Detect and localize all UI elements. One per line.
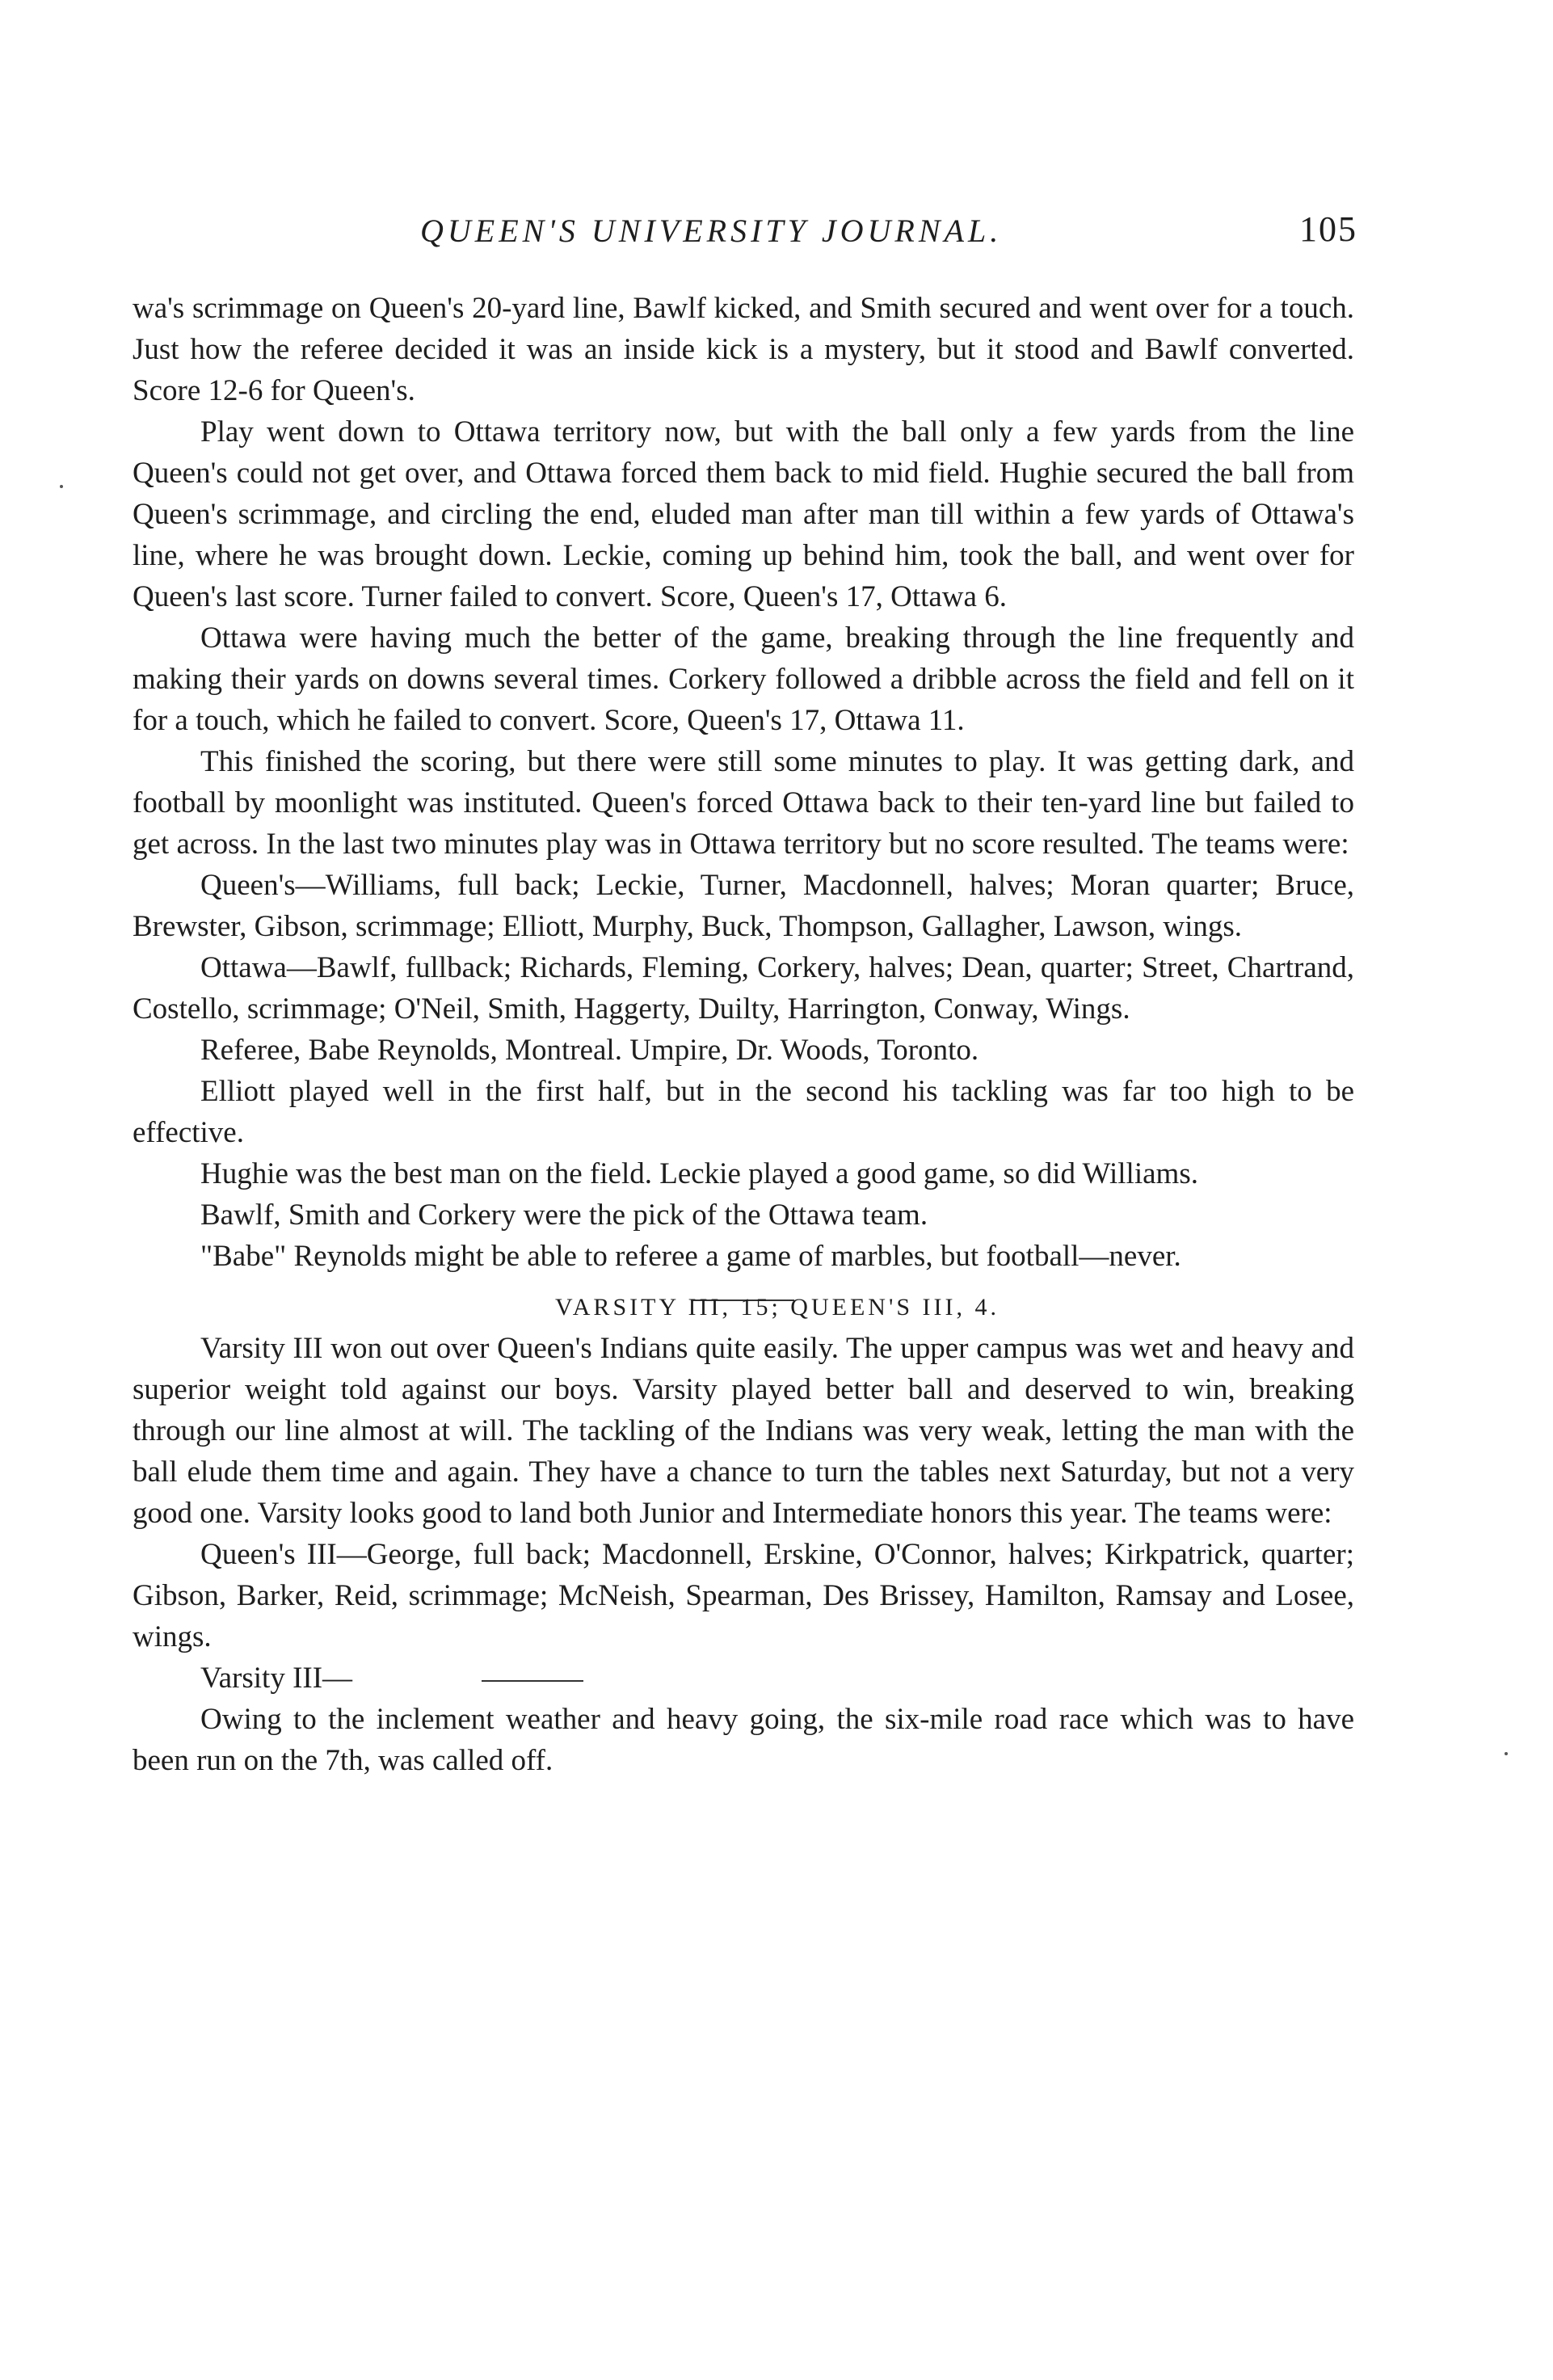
team-list-queens: Queen's—Williams, full back; Leckie, Turner, Macdonnell, halves; Moran quarter; Bruce, Brewster, Gibson, scrimmage; Elliott, Murphy, Buck, Thompson, Gallagher, Lawson, wings. [133,869,1354,943]
section-divider-wrap [133,1277,1354,1287]
paragraph: Play went down to Ottawa territory now, but with the ball only a few yards from the line Queen's could not get over, and Ottawa forced them back to mid field. Hughie secured the ball from Queen's scrimmage, and circling the end, eluded man after man till within a few yards of Ottawa's line, where he was brought down. Leckie, coming up behind him, took the ball, and went over for Queen's last score. Turner failed to convert. Score, Queen's 17, Ottawa 6. [133,415,1354,613]
page-number: 105 [1299,209,1357,249]
team-list-queens-iii: Queen's III—George, full back; Macdonnell, Erskine, O'Connor, halves; Kirkpatrick, quarter; Gibson, Barker, Reid, scrimmage; McNeish, Spearman, Des Brissey, Hamilton, Ramsay and Losee, wings. [133,1538,1354,1653]
paragraph: Hughie was the best man on the field. Leckie played a good game, so did Williams. [200,1157,1198,1190]
paragraph-text: "Babe" Reynolds might be able to referee a game of marbles, but football—never. [200,1240,1181,1273]
paragraph-continued: wa's scrimmage on Queen's 20-yard line, Bawlf kicked, and Smith secured and went over for a touch. Just how the referee decided it was an inside kick is a mystery, but it stood and Bawlf converted. Score 12-6 for Queen's. [133,292,1354,407]
blank-rule [482,1680,583,1682]
officials-paragraph: Referee, Babe Reynolds, Montreal. Umpire, Dr. Woods, Toronto. [200,1034,979,1067]
paragraph: This finished the scoring, but there were still some minutes to play. It was getting dark, and football by moonlight was instituted. Queen's forced Ottawa back to their ten-yard line but failed to get across. In the last two minutes play was in Ottawa territory but no score resulted. The teams were: [133,745,1354,861]
paragraph: Ottawa were having much the better of the game, breaking through the line frequently and making their yards on downs several times. Corkery followed a dribble across the field and fell on it for a touch, which he failed to convert. Score, Queen's 17, Ottawa 11. [133,621,1354,737]
paragraph: Owing to the inclement weather and heavy going, the six-mile road race which was to have been run on the 7th, was called off. [133,1703,1354,1777]
journal-title: QUEEN'S UNIVERSITY JOURNAL. [420,213,1003,249]
paragraph: Varsity III won out over Queen's Indians quite easily. The upper campus was wet and heavy and superior weight told against our boys. Varsity played better ball and deserved to win, breaking through our line almost at will. The tackling of the Indians was very weak, letting the man with the ball elude them time and again. They have a chance to turn the tables next Saturday, but not a very good one. Varsity looks good to land both Junior and Intermediate honors this year. The teams were: [133,1332,1354,1530]
article-body [133,288,1354,1781]
margin-speck [1505,1752,1508,1755]
team-list-ottawa: Ottawa—Bawlf, fullback; Richards, Fleming, Corkery, halves; Dean, quarter; Street, Chartrand, Costello, scrimmage; O'Neil, Smith, Haggerty, Duilty, Harrington, Conway, Wings. [133,951,1354,1026]
paragraph: Bawlf, Smith and Corkery were the pick of the Ottawa team. [200,1198,928,1232]
team-list-varsity-iii [133,1658,1354,1699]
paragraph [133,1236,1354,1277]
team-list-label: Varsity III— [200,1662,353,1695]
margin-speck [60,485,63,488]
running-head [129,209,1357,260]
paragraph: Elliott played well in the first half, but in the second his tackling was far too high to be effective. [133,1075,1354,1149]
section-heading: VARSITY III, 15; QUEEN'S III, 4. [554,1294,1000,1321]
